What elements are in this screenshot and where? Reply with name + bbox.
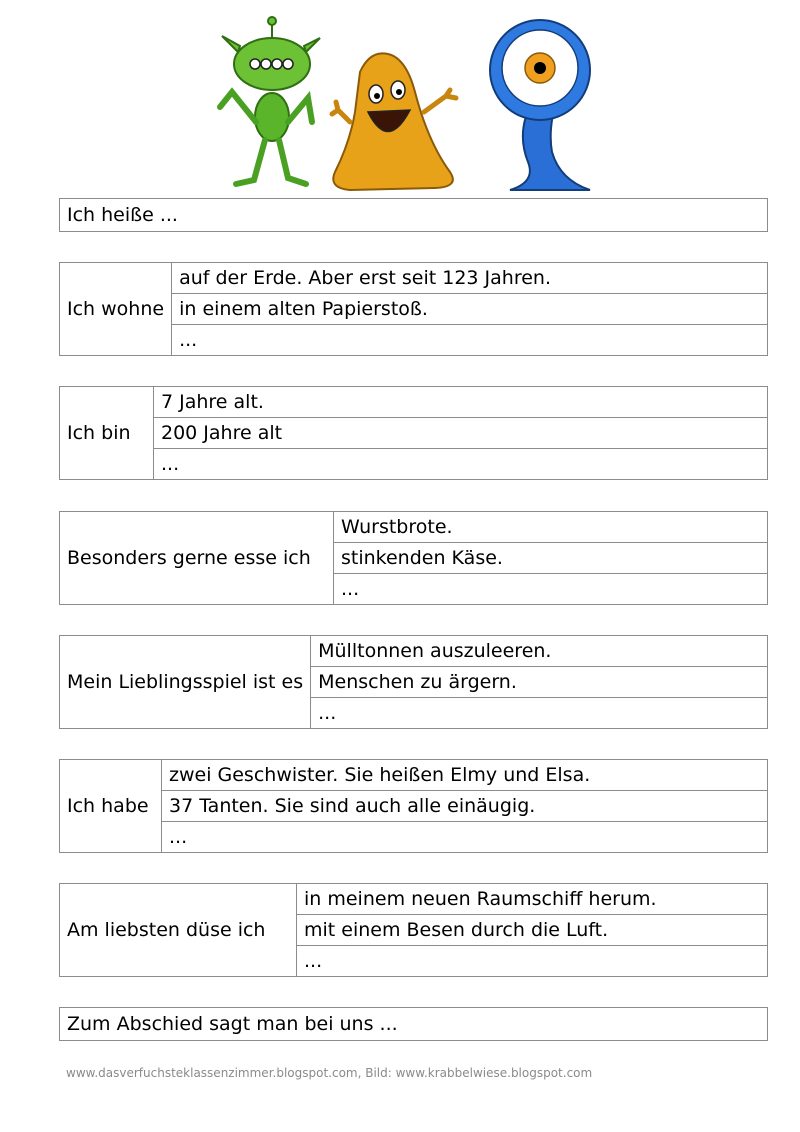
option-cell[interactable]: ...: [162, 822, 768, 853]
green-alien-icon: [220, 17, 320, 184]
option-cell[interactable]: stinkenden Käse.: [334, 543, 768, 574]
orange-monster-icon: [332, 53, 456, 190]
option-cell[interactable]: ...: [297, 946, 768, 977]
section-wohne: [59, 262, 768, 356]
section-spiel: [59, 635, 768, 729]
option-cell[interactable]: Menschen zu ärgern.: [311, 667, 768, 698]
option-cell[interactable]: zwei Geschwister. Sie heißen Elmy und Elsa.: [162, 760, 768, 791]
section-essen: [59, 511, 768, 605]
option-cell[interactable]: in meinem neuen Raumschiff herum.: [297, 884, 768, 915]
option-cell[interactable]: Mülltonnen auszuleeren.: [311, 636, 768, 667]
section-label: Besonders gerne esse ich: [60, 512, 334, 605]
monsters-illustration: [210, 12, 620, 194]
section-label: Ich bin: [60, 387, 154, 480]
name-box[interactable]: [59, 198, 768, 232]
section-label: Ich wohne: [60, 263, 172, 356]
farewell-prompt: Zum Abschied sagt man bei uns ...: [67, 1013, 398, 1035]
farewell-box[interactable]: [59, 1007, 768, 1041]
option-cell[interactable]: Wurstbrote.: [334, 512, 768, 543]
footer-credit: www.dasverfuchsteklassenzimmer.blogspot.com, Bild: www.krabbelwiese.blogspot.com: [66, 1066, 593, 1080]
blue-eye-monster-icon: [490, 20, 590, 190]
option-cell[interactable]: in einem alten Papierstoß.: [172, 294, 768, 325]
option-cell[interactable]: 37 Tanten. Sie sind auch alle einäugig.: [162, 791, 768, 822]
section-label: Ich habe: [60, 760, 162, 853]
section-habe: [59, 759, 768, 853]
option-cell[interactable]: ...: [311, 698, 768, 729]
section-label: Mein Lieblingsspiel ist es: [60, 636, 311, 729]
option-cell[interactable]: ...: [334, 574, 768, 605]
option-cell[interactable]: ...: [172, 325, 768, 356]
section-bin: [59, 386, 768, 480]
section-duese: [59, 883, 768, 977]
option-cell[interactable]: auf der Erde. Aber erst seit 123 Jahren.: [172, 263, 768, 294]
option-cell[interactable]: mit einem Besen durch die Luft.: [297, 915, 768, 946]
option-cell[interactable]: ...: [154, 449, 768, 480]
name-prompt: Ich heiße ...: [67, 204, 178, 226]
option-cell[interactable]: 200 Jahre alt: [154, 418, 768, 449]
option-cell[interactable]: 7 Jahre alt.: [154, 387, 768, 418]
section-label: Am liebsten düse ich: [60, 884, 297, 977]
